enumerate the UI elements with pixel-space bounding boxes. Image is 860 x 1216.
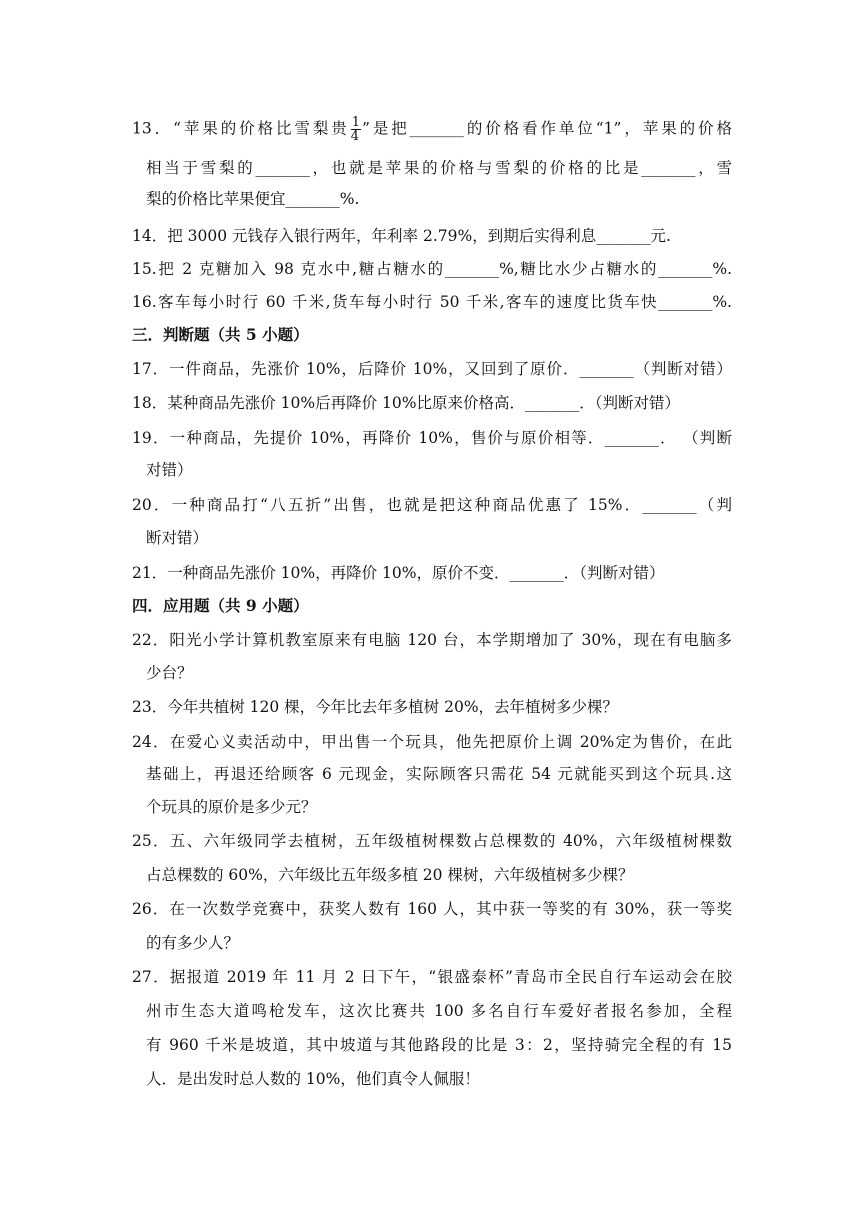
question-22-line-1: 22．阳光小学计算机教室原来有电脑 120 台，本学期增加了 30%，现在有电脑多 [132,631,732,649]
question-15: 15.把 2 克糖加入 98 克水中,糖占糖水的_______%,糖比水少占糖水的_______%. [132,260,732,278]
question-26-line-2: 的有多少人？ [146,934,240,952]
question-13-line-2: 相当于雪梨的_______，也就是苹果的价格与雪梨的价格的比是_______，雪 [146,159,732,177]
question-18: 18．某种商品先涨价 10%后再降价 10%比原来价格高．_______．（判断对错） [132,394,680,412]
section-heading-application: 四．应用题（共 9 小题） [132,596,309,615]
question-13-line-3: 梨的价格比苹果便宜_______%. [146,190,360,208]
question-24-line-3: 个玩具的原价是多少元？ [146,798,317,816]
question-27-line-1: 27．据报道 2019 年 11 月 2 日下午，“银盛泰杯”青岛市全民自行车运动会在胶 [132,968,732,986]
question-17: 17．一件商品，先涨价 10%，后降价 10%，又回到了原价．_______（判断对错） [132,360,732,378]
question-26-line-1: 26．在一次数学竞赛中，获奖人数有 160 人，其中获一等奖的有 30%，获一等奖 [132,900,732,918]
question-20-line-2: 断对错） [146,529,209,547]
question-19-line-1: 19．一种商品，先提价 10%，再降价 10%，售价与原价相等．_______． （判断 [132,429,732,447]
question-27-line-4: 人．是出发时总人数的 10%，他们真令人佩服！ [146,1070,480,1088]
question-16: 16.客车每小时行 60 千米,货车每小时行 50 千米,客车的速度比货车快_______%. [132,293,732,311]
question-27-line-3: 有 960 千米是坡道，其中坡道与其他路段的比是 3：2，坚持骑完全程的有 15 [146,1036,732,1054]
question-13-line-1: 13．“苹果的价格比雪梨贵 $\frac{1}{4}$ ”是把_______的价格看作单位“1”，苹果的价格 [132,115,732,144]
question-24-line-2: 基础上，再退还给顾客 6 元现金，实际顾客只需花 54 元就能买到这个玩具.这 [146,765,732,783]
question-21: 21．一种商品先涨价 10%，再降价 10%，原价不变．_______．（判断对错） [132,564,665,582]
question-25-line-1: 25．五、六年级同学去植树，五年级植树棵数占总棵数的 40%，六年级植树棵数 [132,832,732,850]
question-27-line-2: 州市生态大道鸣枪发车，这次比赛共 100 多名自行车爱好者报名参加，全程 [146,1002,732,1020]
question-25-line-2: 占总棵数的 60%，六年级比五年级多植 20 棵树，六年级植树多少棵？ [146,866,634,884]
question-19-line-2: 对错） [146,461,193,479]
section-heading-judgment: 三．判断题（共 5 小题） [132,325,309,344]
fraction-one-quarter: $\frac{1}{4}$ [350,115,360,144]
question-22-line-2: 少台？ [146,664,193,682]
question-14: 14．把 3000 元钱存入银行两年，年利率 2.79%，到期后实得利息_______元. [132,227,671,245]
question-23: 23．今年共植树 120 棵，今年比去年多植树 20%，去年植树多少棵？ [132,698,619,716]
question-20-line-1: 20．一种商品打“八五折”出售，也就是把这种商品优惠了 15%．_______（判 [132,496,732,514]
question-24-line-1: 24．在爱心义卖活动中，甲出售一个玩具，他先把原价上调 20%定为售价，在此 [132,733,732,751]
